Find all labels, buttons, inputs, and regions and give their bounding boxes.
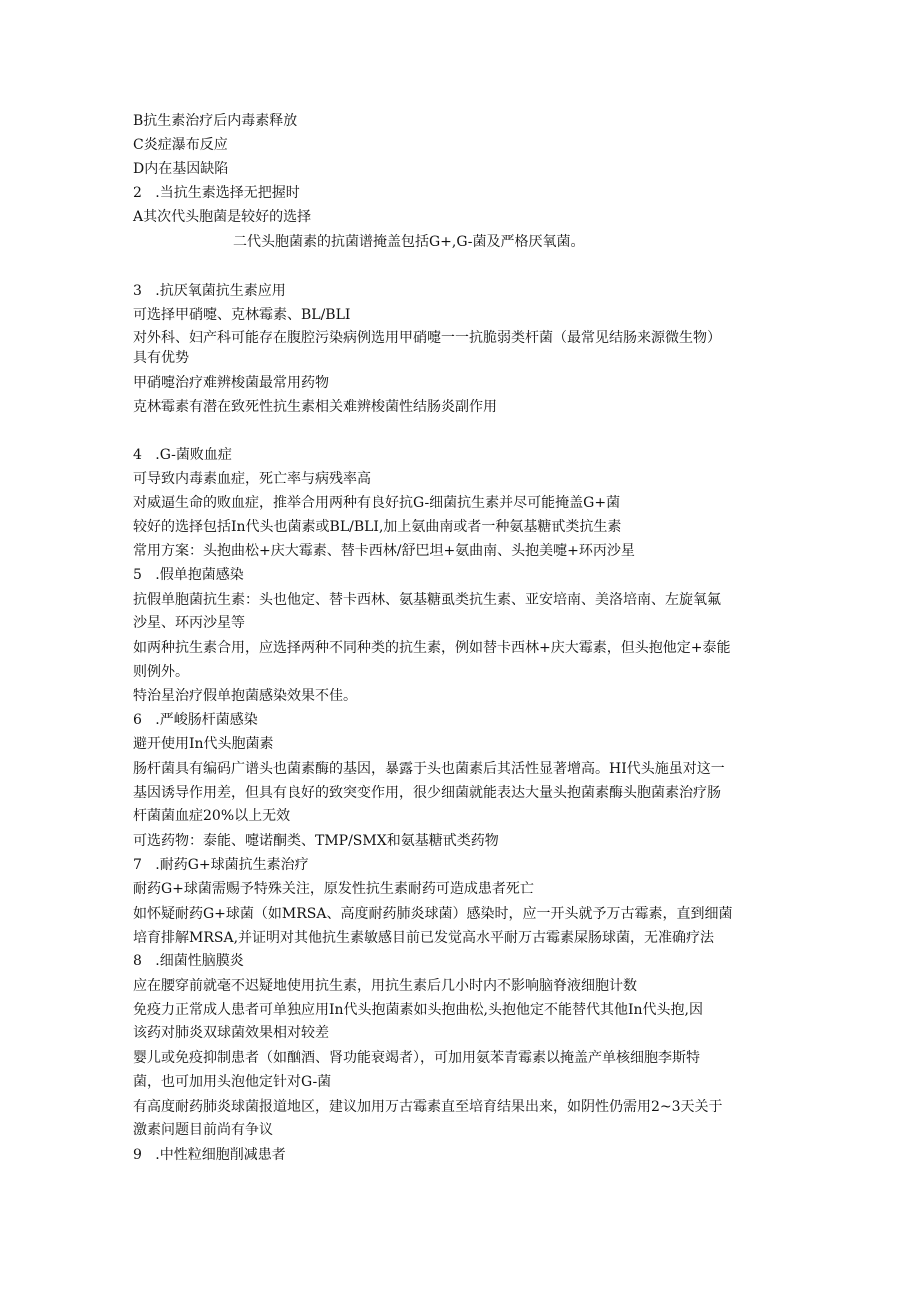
section-heading: 4 .G-菌败血症 [133, 447, 232, 463]
text-line: 常用方案：头抱曲松+庆大霉素、替卡西林/舒巴坦+氨曲南、头抱美嚏+环丙沙星 [133, 543, 635, 559]
text-line: 如两种抗生素合用，应选择两种不同种类的抗生素，例如替卡西林+庆大霉素，但头抱他定+泰能 [133, 640, 731, 656]
text-line: 激素问题目前尚有争议 [133, 1122, 273, 1138]
section-heading: 8 .细菌性脑膜炎 [133, 953, 244, 969]
text-line: 可选择甲硝嚏、克林霉素、BL/BLI [133, 307, 351, 323]
text-line: 对外科、妇产科可能存在腹腔污染病例选用甲硝嚏一一抗脆弱类杆菌（最常见结肠来源微生物） [133, 330, 721, 346]
text-line: 肠杆菌具有编码广谱头也菌素酶的基因，暴露于头也菌素后其活性显著增高。HI代头施虽对这一 [133, 761, 725, 777]
section-heading: 7 .耐药G+球菌抗生素治疗 [133, 857, 309, 873]
section-heading: 3 .抗厌氧菌抗生素应用 [133, 283, 286, 299]
text-line: 应在腰穿前就毫不迟疑地使用抗生素，用抗生素后几小时内不影响脑脊液细胞计数 [133, 978, 637, 994]
text-line: 婴儿或免疫抑制患者（如酗酒、肾功能衰竭者），可加用氨苯青霉素以掩盖产单核细胞李斯特 [133, 1050, 700, 1066]
text-line: 免疫力正常成人患者可单独应用In代头抱菌素如头抱曲松,头抱他定不能替代其他In代头抱,因 [133, 1002, 703, 1018]
text-line: 培育排解MRSA,并证明对其他抗生素敏感目前已发觉高水平耐万古霉素屎肠球菌，无准确疗法 [133, 930, 715, 946]
text-line: 较好的选择包括In代头也菌素或BL/BLI,加上氨曲南或者一种氨基糖甙类抗生素 [133, 519, 622, 535]
text-line: 沙星、环丙沙星等 [133, 615, 245, 631]
text-line: 耐药G+球菌需赐予特殊关注，原发性抗生素耐药可造成患者死亡 [133, 881, 534, 897]
text-line: 该药对肺炎双球菌效果相对较差 [133, 1025, 329, 1041]
text-line: 则例外。 [133, 664, 189, 680]
section-heading: 5 .假单抱菌感染 [133, 567, 244, 583]
text-line: 特治星治疗假单抱菌感染效果不佳。 [133, 688, 357, 704]
text-line: 可导致内毒素血症，死亡率与病残率高 [133, 471, 371, 487]
text-line: 具有优势 [133, 350, 189, 366]
text-line: 杆菌菌血症20%以上无效 [133, 808, 291, 824]
section-heading: 9 .中性粒细胞削减患者 [133, 1147, 286, 1163]
text-line: 可选药物：泰能、嚏诺酮类、TMP/SMX和氨基糖甙类药物 [133, 833, 499, 849]
text-line: 如怀疑耐药G+球菌（如MRSA、高度耐药肺炎球菌）感染时，应一开头就予万古霉素，直到细菌 [133, 906, 733, 922]
text-line: 菌，也可加用头泡他定针对G-菌 [133, 1074, 332, 1090]
text-line: A其次代头胞菌是较好的选择 [133, 209, 312, 225]
text-line: 对威逼生命的败血症，推举合用两种有良好抗G-细菌抗生素并尽可能掩盖G+菌 [133, 495, 621, 511]
section-heading: 6 .严峻肠杆菌感染 [133, 712, 258, 728]
text-line: 抗假单胞菌抗生素：头也他定、替卡西林、氨基糖虱类抗生素、亚安培南、美洛培南、左旋氧氟 [133, 592, 721, 608]
text-line: 有高度耐药肺炎球菌报道地区，建议加用万古霉素直至培育结果出来，如阴性仍需用2~3天关于 [133, 1099, 723, 1115]
text-line: 克林霉素有潜在致死性抗生素相关难辨梭菌性结肠炎副作用 [133, 399, 497, 415]
section-heading: 2 .当抗生素选择无把握时 [133, 185, 300, 201]
text-line: 二代头胞菌素的抗菌谱掩盖包括G+,G-菌及严格厌氧菌。 [233, 234, 585, 250]
text-line: 避开使用In代头胞菌素 [133, 736, 274, 752]
text-line: B抗生素治疗后内毒素释放 [133, 113, 298, 129]
text-line: 基因诱导作用差，但具有良好的致突变作用，很少细菌就能表达大量头抱菌素酶头胞菌素治疗肠 [133, 785, 721, 801]
text-line: D内在基因缺陷 [133, 161, 229, 177]
text-line: C炎症瀑布反应 [133, 137, 228, 153]
text-line: 甲硝嚏治疗难辨梭菌最常用药物 [133, 375, 329, 391]
